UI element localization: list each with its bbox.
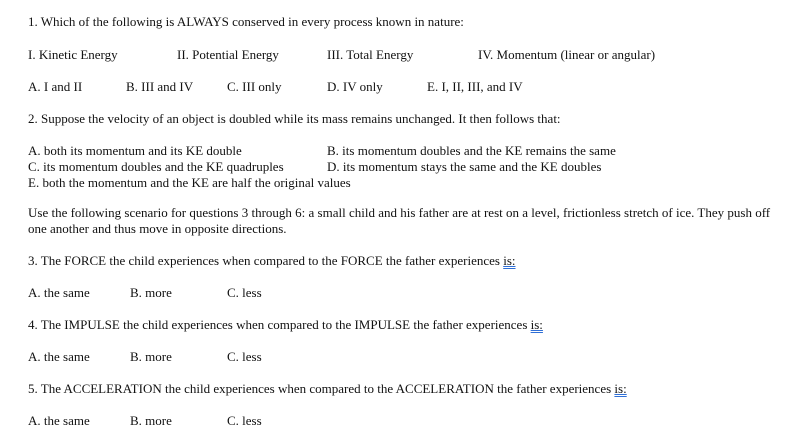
scenario-paragraph: Use the following scenario for questions 3 through 6: a small child and his father are at rest on a level, frictionless stretch of ice. They push off one another and thus move in opposite directions. (28, 205, 771, 236)
q1-choice-a: A. I and II (28, 79, 83, 94)
q1-item-momentum: IV. Momentum (linear or angular) (478, 47, 656, 62)
q3-choice-b: B. more (130, 285, 172, 300)
q5-choice-a: A. the same (28, 413, 90, 428)
q5-choice-b: B. more (130, 413, 172, 428)
question-4-body: 4. The IMPULSE the child experiences when compared to the IMPULSE the father experiences (28, 317, 531, 332)
question-3-grammar-flag[interactable]: is: (503, 253, 516, 268)
question-5-body: 5. The ACCELERATION the child experiences when compared to the ACCELERATION the father experiences (28, 381, 615, 396)
q2-choice-a: A. both its momentum and its KE double (28, 143, 242, 158)
question-2-text: 2. Suppose the velocity of an object is doubled while its mass remains unchanged. It then follows that: (28, 111, 561, 126)
q1-item-potential-energy: II. Potential Energy (177, 47, 279, 62)
question-4-text (28, 317, 543, 333)
q1-choice-d: D. IV only (327, 79, 383, 94)
q1-choice-c: C. III only (227, 79, 282, 94)
q1-item-total-energy: III. Total Energy (327, 47, 414, 62)
q2-choice-e: E. both the momentum and the KE are half the original values (28, 175, 351, 190)
q4-choice-a: A. the same (28, 349, 90, 364)
q1-item-kinetic-energy: I. Kinetic Energy (28, 47, 118, 62)
q4-choice-b: B. more (130, 349, 172, 364)
q4-choice-c: C. less (227, 349, 262, 364)
q3-choice-c: C. less (227, 285, 262, 300)
question-4-grammar-flag[interactable]: is: (530, 317, 543, 332)
q2-choice-d: D. its momentum stays the same and the KE doubles (327, 159, 602, 174)
q5-choice-c: C. less (227, 413, 262, 428)
q1-choice-b: B. III and IV (126, 79, 194, 94)
q2-choice-b: B. its momentum doubles and the KE remains the same (327, 143, 616, 158)
q3-choice-a: A. the same (28, 285, 90, 300)
question-3-body: 3. The FORCE the child experiences when compared to the FORCE the father experiences (28, 253, 504, 268)
question-1-text: 1. Which of the following is ALWAYS conserved in every process known in nature: (28, 14, 464, 29)
question-3-text (28, 253, 516, 269)
q2-choice-c: C. its momentum doubles and the KE quadruples (28, 159, 284, 174)
question-5-grammar-flag[interactable]: is: (614, 381, 627, 396)
q1-choice-e: E. I, II, III, and IV (427, 79, 523, 94)
question-5-text (28, 381, 627, 397)
